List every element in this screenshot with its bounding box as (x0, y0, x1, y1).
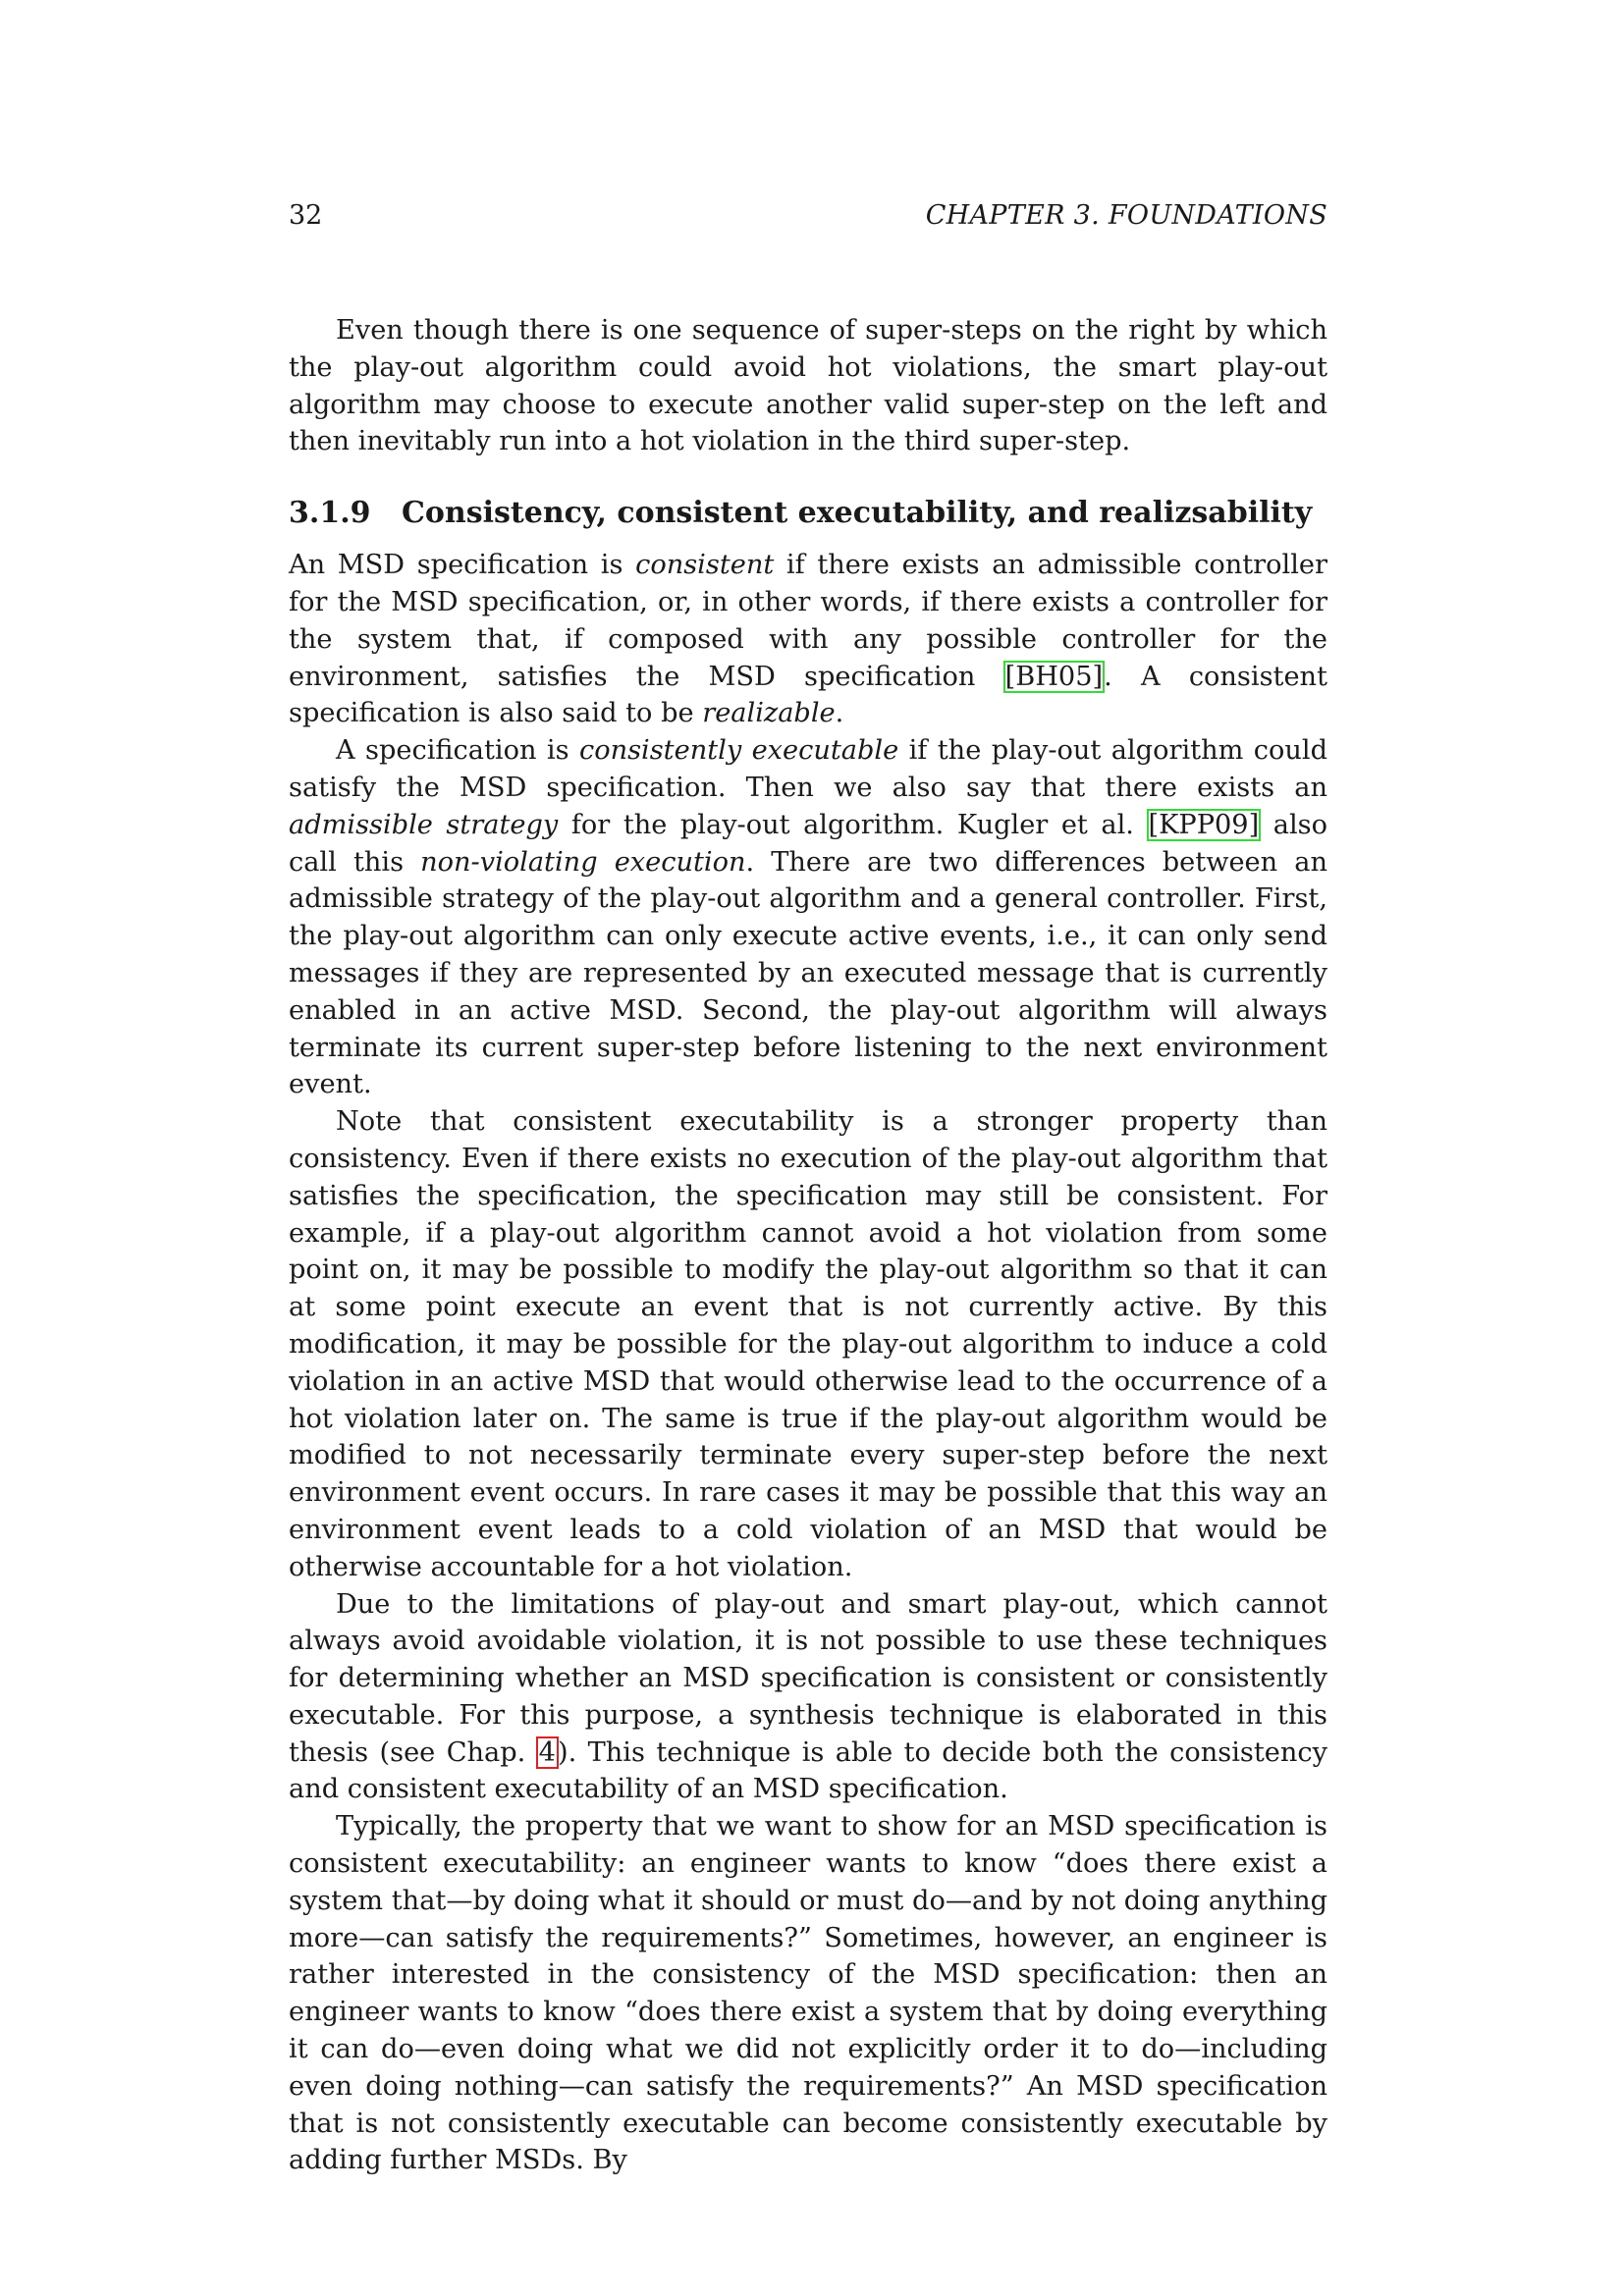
text-run: if the play-out algorithm could satisfy the MSD specification. Then we also say that there exists an (289, 735, 1327, 803)
section-number: 3.1.9 (289, 496, 371, 531)
running-header (289, 196, 1327, 236)
paragraph-intro: Even though there is one sequence of super-steps on the right by which the play-out algorithm could avoid hot violations, the smart play-out algorithm may choose to execute another valid super-step on the left and then inevitably run into a hot violation in the third super-step. (289, 315, 1327, 457)
section-title: Consistency, consistent executability, and realizsability (402, 496, 1313, 531)
citation-link-kpp09[interactable]: [KPP09] (1148, 809, 1260, 840)
text-run: . There are two differences between an admissible strategy of the play-out algorithm and a general controller. First, the play-out algorithm can only execute active events, i.e., it can only send messages if they are represented by an executed message that is currently enabled in an active MSD. Second, the play-out algorithm will always terminate its current super-step before listening to the next environment event. (289, 846, 1327, 1100)
chapter-title: CHAPTER 3. FOUNDATIONS (925, 200, 1327, 231)
page-number: 32 (289, 200, 323, 231)
text-run: ). This technique is able to decide both the consistency and consistent executability of an MSD specification. (289, 1736, 1327, 1805)
body-text (289, 312, 1327, 2179)
text-run: A specification is (336, 735, 579, 767)
paragraph-consistently-executable (289, 732, 1327, 1103)
section-heading (289, 494, 1327, 533)
emphasis-consistently-executable: consistently executable (578, 735, 899, 767)
text-run: . (835, 698, 844, 729)
citation-link-bh05[interactable]: [BH05] (1004, 661, 1104, 692)
text-run: . A consistent specification is also said to be (289, 661, 1327, 729)
paragraph-typically: Typically, the property that we want to show for an MSD specification is consistent executability: an engineer wants to know “does there exist a system that—by doing what it should or must do—and by not doing anything more—can satisfy the requirements?” Sometimes, however, an engineer is rather interested in the consistency of the MSD specification: then an engineer wants to know “does there exist a system that by doing everything it can do—even doing what we did not explicitly order it to do—including even doing nothing—can satisfy the requirements?” An MSD specification that is not consistently executable can become consistently executable by adding further MSDs. By (289, 1811, 1327, 2176)
paragraph-limitations (289, 1586, 1327, 1809)
emphasis-non-violating-execution: non-violating execution (420, 846, 746, 878)
emphasis-realizable: realizable (702, 698, 836, 729)
emphasis-consistent: consistent (635, 550, 775, 581)
text-run: An MSD specification is (289, 550, 636, 581)
text-run: if there exists an admissible controller for the MSD specification, or, in other words, if there exists a controller for the system that, if composed with any possible controller for the environment, satisfies the MSD specification (289, 550, 1328, 692)
text-run: Due to the limitations of play-out and smart play-out, which cannot always avoid avoidable violation, it is not possible to use these techniques for determining whether an MSD specification is consistent or consistently executable. For this purpose, a synthesis technique is elaborated in this thesis (see Chap. (289, 1588, 1327, 1768)
paragraph-stronger-property: Note that consistent executability is a stronger property than consistency. Even if there exists no execution of the play-out algorithm that satisfies the specification, the specification may still be consistent. For example, if a play-out algorithm cannot avoid a hot violation from some point on, it may be possible to modify the play-out algorithm so that it can at some point execute an event that is not currently active. By this modification, it may be possible for the play-out algorithm to induce a cold violation in an active MSD that would otherwise lead to the occurrence of a hot violation later on. The same is true if the play-out algorithm would be modified to not necessarily terminate every super-step before the next environment event occurs. In rare cases it may be possible that this way an environment event leads to a cold violation of an MSD that would be otherwise accountable for a hot violation. (289, 1106, 1327, 1582)
text-run: also call this (289, 809, 1327, 878)
paragraph-consistent (289, 547, 1327, 732)
emphasis-admissible-strategy: admissible strategy (289, 809, 559, 840)
chapter-reference-link[interactable]: 4 (538, 1736, 556, 1768)
text-run: for the play-out algorithm. Kugler et al. (558, 809, 1148, 840)
